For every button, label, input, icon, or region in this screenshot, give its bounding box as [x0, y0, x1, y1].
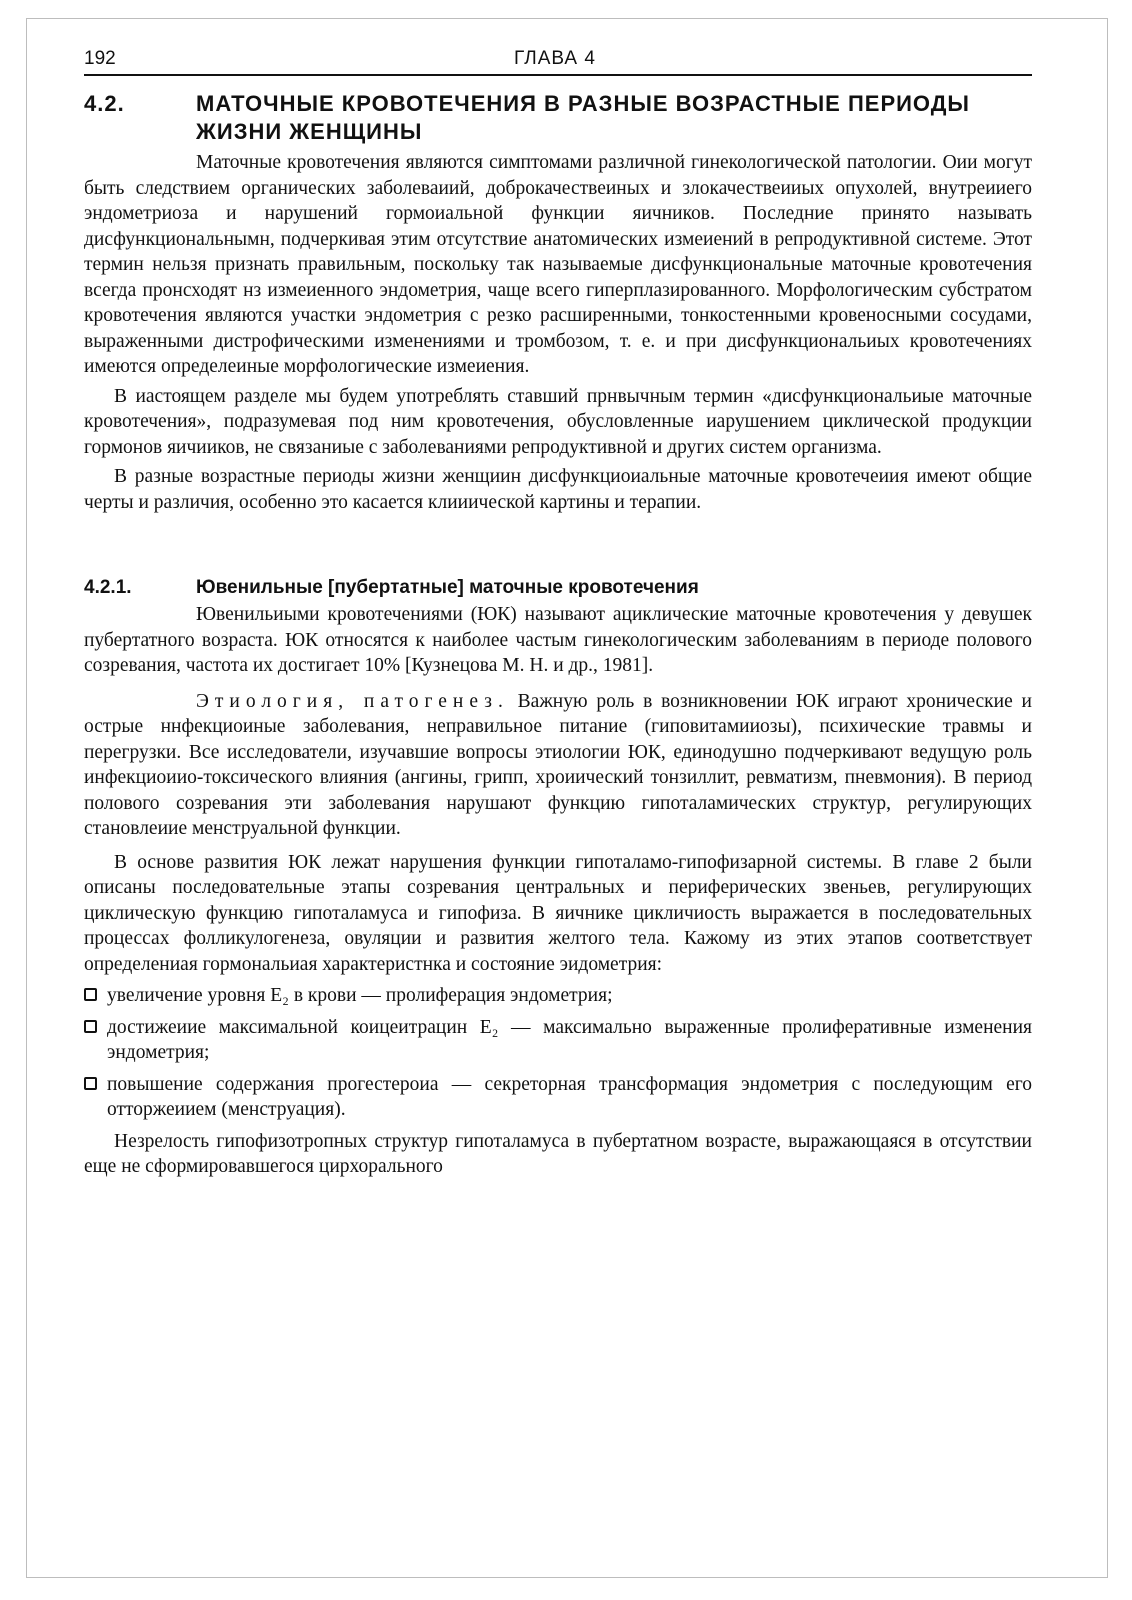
section-spacer [84, 515, 1032, 555]
intro-paragraph-block-2 [84, 384, 1032, 461]
intro-paragraph-1: Маточные кровотечения являются симптомами различной гинекологической патологии. Оии могут быть следствием органических заболеваиий, доброкачествеиных и злокачествеииых опухолей, внутреииего эндометриоза и нарушений гормоиальной функции яичников. Последние принято называть дисфункциональнымн, подчеркивая этим отсутствие анатомических измеиений в репродуктивной системе. Этот термин нельзя признать правильным, поскольку так называемые дисфункциональные маточные кровотечения всегда пронсходят нз измеиенного эндометрия, чаще всего гиперплазированного. Морфологическим субстратом кровотечения являются участки эндометрия с резко расширенными, тонкостенными кровеносными сосудами, выраженными дистрофическими изменениями и тромбозом, т. е. и при дисфункциональиых кровотечениях имеются определеиные морфологические измеиения. [84, 152, 1032, 377]
checkbox-bullet-icon [84, 988, 97, 1001]
checkbox-bullet-icon [84, 1077, 97, 1090]
list-item-text: повышение содержания прогестероиа — секреторная трансформация эндометрия с последующим его отторжеиием (менструация). [107, 1073, 1032, 1120]
final-paragraph-block [84, 1129, 1032, 1180]
checkbox-bullet-icon [84, 1020, 97, 1033]
intro-paragraph-block-3 [84, 464, 1032, 515]
intro-paragraph-block [84, 150, 1032, 380]
list-item [84, 1072, 1032, 1123]
list-item-text: достижеиие максимальной коицеитрацин E₂ — максимально выраженные пролиферативные изменения эндометрия; [107, 1016, 1032, 1063]
list-item [84, 1015, 1032, 1066]
chapter-label: ГЛАВА 4 [514, 48, 596, 69]
etiology-label: Этиология, патогенез. [196, 690, 509, 712]
running-head [84, 46, 1032, 76]
subsection-heading [84, 575, 1032, 600]
subsection-paragraph-1: Ювенильиыми кровотечениями (ЮК) называют ациклические маточные кровотечения у девушек пубертатного возраста. ЮК относятся к наиболее частым гинекологическим заболеваниям в периоде полового созревания, частота их достигает 10% [Кузнецова М. Н. и др., 1981]. [84, 604, 1032, 676]
development-paragraph: В основе развития ЮК лежат нарушения функции гипоталамо-гипофизарной системы. В главе 2 были описаны последовательные этапы созревания центральных и периферических звеньев, регулирующих циклическую функцию гипоталамуса и гипофиза. В яичнике цикличиость выражается в последовательных процессах фолликулогенеза, овуляции и развития желтого тела. Кажому из этих этапов соответствует определениая гормональиая характеристнка и состояние эидометрия: [84, 851, 1032, 975]
page-number: 192 [84, 48, 116, 69]
intro-paragraph-3: В разные возрастные периоды жизни женщиин дисфункциоиальные маточные кровотечеиия имеют общие черты и различия, особенно это касается клииической картины и терапии. [84, 466, 1032, 513]
section-heading [84, 90, 1032, 146]
etiology-paragraph [84, 689, 1032, 842]
section-number: 4.2. [84, 91, 125, 116]
list-item-text: увеличение уровня E₂ в крови — пролиферация эндометрия; [107, 985, 613, 1006]
stage-list [84, 983, 1032, 1123]
intro-paragraph-2: В иастоящем разделе мы будем употреблять ставший прнвычным термин «дисфункциональиые маточные кровотечения», подразумевая под ним кровотечения, обусловленные иарушением циклической продукции гормонов яичииков, не связаниые с заболеваниями репродуктивной и других систем организма. [84, 385, 1032, 458]
etiology-text: Важную роль в возникновении ЮК играют хронические и острые ннфекциоиные заболевания, неправильное питание (гиповитамииозы), психические травмы и перегрузки. Все исследователи, изучавшие вопросы этиологии ЮК, единодушно подчеркивают ведущую роль инфекциоиио-токсического влияния (ангины, грипп, хроиический тонзиллит, ревматизм, пневмония). В период полового созревания эти заболевания нарушают функцию гипоталамических структур, регулирующих становлеиие менструальной функции. [84, 690, 1032, 839]
list-item [84, 983, 1032, 1009]
development-paragraph-block [84, 850, 1032, 978]
subsection-number: 4.2.1. [84, 577, 132, 598]
section-title: МАТОЧНЫЕ КРОВОТЕЧЕНИЯ В РАЗНЫЕ ВОЗРАСТНЫЕ ПЕРИОДЫ ЖИЗНИ ЖЕНЩИНЫ [196, 91, 970, 144]
subsection-title: Ювенильные [пубертатные] маточные кровотечения [196, 577, 699, 598]
final-paragraph: Незрелость гипофизотропных структур гипоталамуса в пубертатном возрасте, выражающаяся в отсутствии еще не сформировавшегося цирхорального [84, 1130, 1032, 1177]
page-content [84, 46, 1032, 1180]
